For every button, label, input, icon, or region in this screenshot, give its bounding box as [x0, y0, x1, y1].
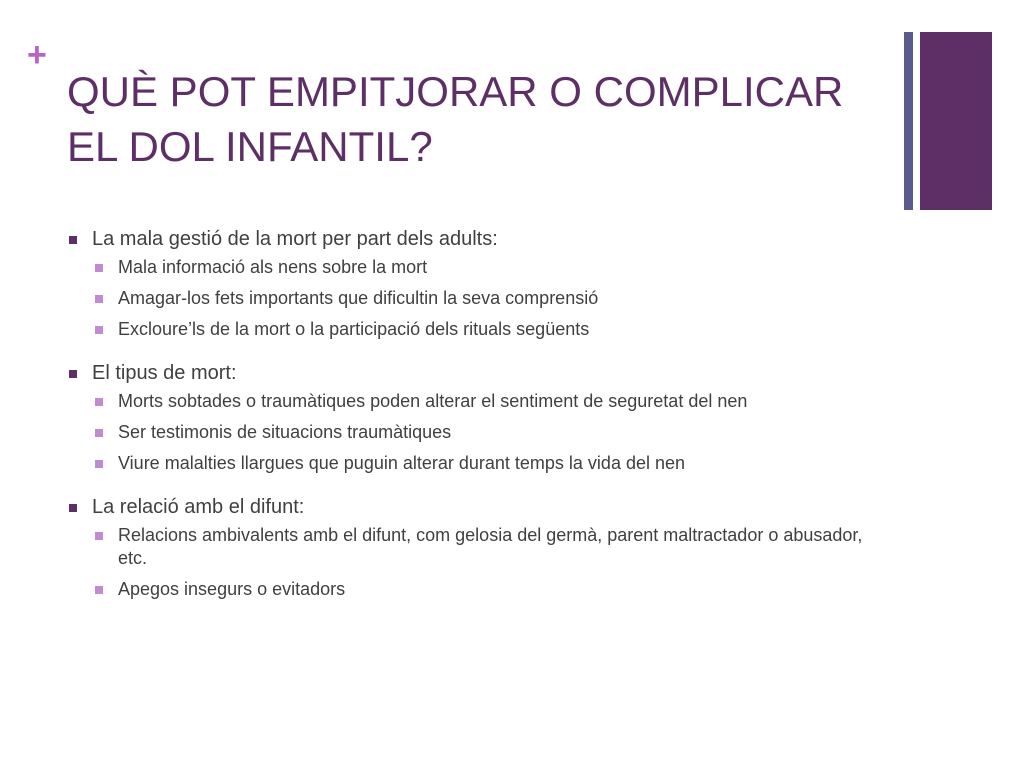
- square-bullet-icon: [95, 532, 103, 540]
- slide-title-line-1: QUÈ POT EMPITJORAR O COMPLICAR: [67, 68, 844, 115]
- square-bullet-icon: [95, 429, 103, 437]
- section-heading: La relació amb el difunt:: [92, 496, 305, 518]
- bullet-level1: [67, 359, 877, 387]
- list-item-text: Mala informació als nens sobre la mort: [118, 257, 428, 277]
- decorative-thin-bar: [904, 32, 913, 210]
- square-bullet-icon: [95, 460, 103, 468]
- bullet-level2: [92, 287, 877, 310]
- square-bullet-icon: [95, 264, 103, 272]
- section-relationship: [67, 493, 877, 601]
- square-bullet-icon: [69, 504, 77, 512]
- list-item-text: Excloure’ls de la mort o la participació dels rituals següents: [118, 319, 590, 339]
- list-item-text: Morts sobtades o traumàtiques poden alterar el sentiment de seguretat del nen: [118, 391, 748, 411]
- square-bullet-icon: [95, 586, 103, 594]
- square-bullet-icon: [69, 370, 77, 378]
- bullet-level1: [67, 225, 877, 253]
- slide-title-line-2: EL DOL INFANTIL?: [67, 123, 433, 170]
- section-adult-management: [67, 225, 877, 341]
- square-bullet-icon: [69, 236, 77, 244]
- list-item-text: Amagar-los fets importants que dificultin la seva comprensió: [118, 288, 599, 308]
- list-item-text: Ser testimonis de situacions traumàtiques: [118, 422, 452, 442]
- bullet-level2: [92, 318, 877, 341]
- square-bullet-icon: [95, 295, 103, 303]
- list-item-text: Relacions ambivalents amb el difunt, com gelosia del germà, parent maltractador o abusador, etc.: [118, 525, 863, 568]
- decorative-thick-bar: [920, 32, 992, 210]
- square-bullet-icon: [95, 398, 103, 406]
- bullet-level2: [92, 524, 877, 570]
- slide-body: [67, 225, 877, 619]
- bullet-level2: [92, 452, 877, 475]
- slide-title: [67, 64, 867, 174]
- bullet-level1: [67, 493, 877, 521]
- list-item-text: Viure malalties llargues que puguin alterar durant temps la vida del nen: [118, 453, 686, 473]
- section-heading: La mala gestió de la mort per part dels adults:: [92, 228, 498, 250]
- plus-icon: +: [27, 36, 47, 74]
- section-type-of-death: [67, 359, 877, 475]
- bullet-level2: [92, 390, 877, 413]
- bullet-level2: [92, 578, 877, 601]
- bullet-level2: [92, 421, 877, 444]
- bullet-level2: [92, 256, 877, 279]
- square-bullet-icon: [95, 326, 103, 334]
- section-heading: El tipus de mort:: [92, 362, 237, 384]
- list-item-text: Apegos insegurs o evitadors: [118, 579, 346, 599]
